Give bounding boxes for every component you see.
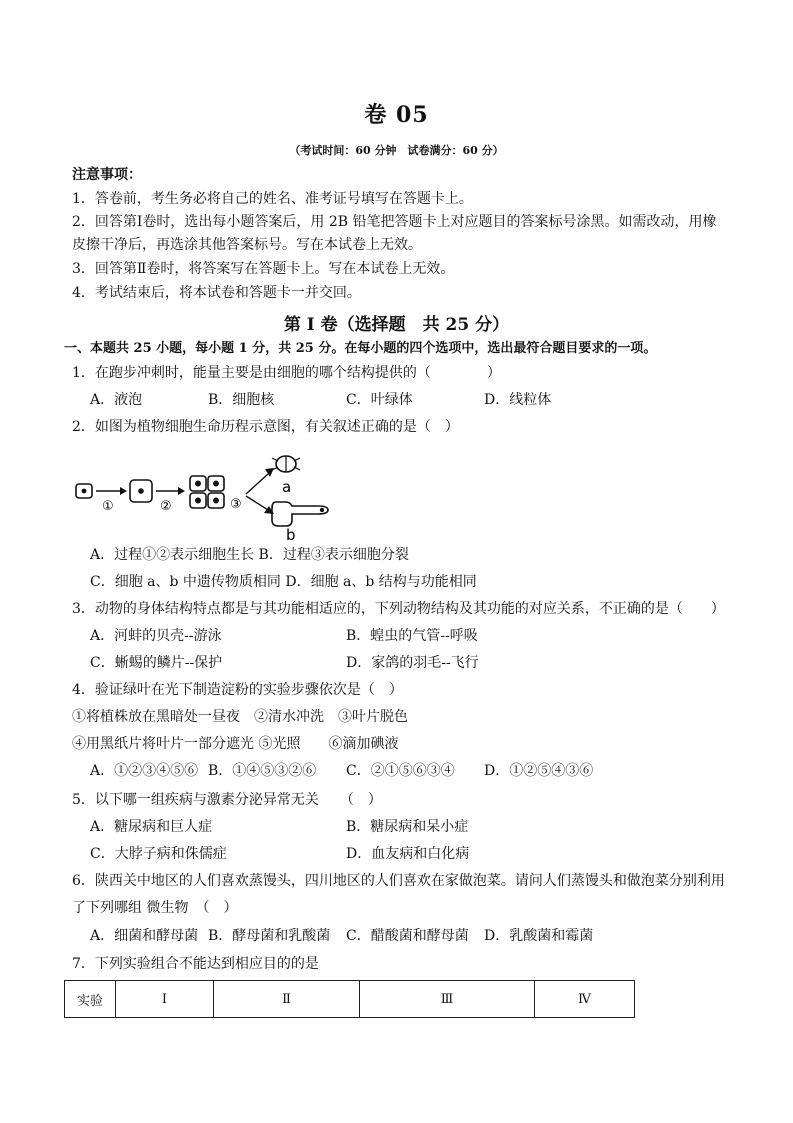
- process-label-3: ③: [230, 497, 242, 512]
- q5-stem: 5．以下哪一组疾病与激素分泌异常无关 （ ）: [72, 792, 382, 808]
- table-header-cell: Ⅱ: [214, 981, 360, 1018]
- q2-options-cd: C．细胞 a、b 中遗传物质相同 D．细胞 a、b 结构与功能相同: [90, 574, 477, 590]
- q7-stem: 7．下列实验组合不能达到相应目的的是: [72, 956, 319, 972]
- process-label-2: ②: [160, 499, 172, 514]
- q1-stem: 1．在跑步冲刺时，能量主要是由细胞的哪个结构提供的（ ）: [72, 365, 501, 381]
- q4-option-c: C．②①⑤⑥③④: [346, 763, 455, 779]
- q4-option-d: D．①②⑤④③⑥: [484, 763, 594, 779]
- q6-option-b: B．酵母菌和乳酸菌: [208, 928, 331, 944]
- exam-subtitle: （考试时间：60 分钟 试卷满分：60 分）: [289, 144, 504, 157]
- q2-stem: 2．如图为植物细胞生命历程示意图，有关叙述正确的是（ ）: [72, 419, 459, 435]
- arrow-b-line: [246, 496, 268, 510]
- q6-stem-cont: 了下列哪组 微生物 （ ）: [72, 900, 238, 916]
- q4-steps-1: ①将植株放在黑暗处一昼夜 ②清水冲洗 ③叶片脱色: [72, 709, 408, 725]
- notice-item-2-cont: 皮擦干净后，再选涂其他答案标号。写在本试卷上无效。: [72, 237, 422, 253]
- exam-title: 卷 05: [364, 102, 429, 128]
- table-header-cell: Ⅳ: [535, 981, 635, 1018]
- section-title: 第 I 卷（选择题 共 25 分）: [283, 315, 510, 335]
- arrow-a-line: [246, 474, 268, 494]
- q3-stem: 3．动物的身体结构特点都是与其功能相适应的，下列动物结构及其功能的对应关系，不正确的是（ ）: [72, 601, 725, 617]
- table-header-row: [65, 981, 635, 1018]
- q2-options-ab: A．过程①②表示细胞生长 B．过程③表示细胞分裂: [90, 547, 409, 563]
- table-header-cell: Ⅰ: [116, 981, 214, 1018]
- notice-item-2: 2．回答第Ⅰ卷时，选出每小题答案后，用 2B 铅笔把答题卡上对应题目的答案标号涂黑。如需改动，用橡: [72, 214, 717, 230]
- q6-option-d: D．乳酸菌和霉菌: [484, 928, 594, 944]
- notice-heading: 注意事项：: [72, 167, 142, 183]
- q5-option-c: C．大脖子病和侏儒症: [90, 846, 227, 862]
- section-instruction: 一、本题共 25 小题，每小题 1 分，共 25 分。在每小题的四个选项中，选出最符合题目要求的一项。: [64, 341, 657, 356]
- notice-item-3: 3．回答第Ⅱ卷时，将答案写在答题卡上。写在本试卷上无效。: [72, 261, 455, 277]
- q3-option-b: B．蝗虫的气管--呼吸: [346, 628, 478, 644]
- cell-nucleus: [82, 489, 87, 494]
- q3-option-d: D．家鸽的羽毛--飞行: [346, 655, 479, 671]
- q6-option-a: A．细菌和酵母菌: [90, 928, 199, 944]
- q4-stem: 4．验证绿叶在光下制造淀粉的实验步骤依次是（ ）: [72, 682, 403, 698]
- notice-item-1: 1．答卷前，考生务必将自己的姓名、准考证号填写在答题卡上。: [72, 191, 473, 207]
- q6-option-c: C．醋酸菌和酵母菌: [346, 928, 469, 944]
- q5-option-a: A．糖尿病和巨人症: [90, 819, 213, 835]
- arrow-1-head: [120, 487, 127, 495]
- cell-label-a: a: [282, 478, 292, 496]
- q5-option-b: B．糖尿病和呆小症: [346, 819, 469, 835]
- cell-label-b: b: [286, 526, 296, 540]
- process-label-1: ①: [102, 499, 114, 514]
- table-header-cell: 实验: [65, 981, 116, 1018]
- notice-item-4: 4．考试结束后，将本试卷和答题卡一并交回。: [72, 285, 361, 301]
- arrow-2-head: [178, 487, 185, 495]
- q1-option-d: D．线粒体: [484, 392, 552, 408]
- table-header-cell: Ⅲ: [360, 981, 535, 1018]
- q1-option-b: B．细胞核: [208, 392, 275, 408]
- q3-option-a: A．河蚌的贝壳--游泳: [90, 628, 222, 644]
- cell-life-cycle-diagram: [72, 452, 342, 540]
- q4-steps-2: ④用黑纸片将叶片一部分遮光 ⑤光照 ⑥滴加碘液: [72, 736, 399, 752]
- q1-option-a: A．液泡: [90, 392, 143, 408]
- grown-cell-nucleus: [138, 488, 144, 494]
- q3-option-c: C．蜥蜴的鳞片--保护: [90, 655, 223, 671]
- q6-stem: 6．陕西关中地区的人们喜欢蒸馒头，四川地区的人们喜欢在家做泡菜。请问人们蒸馒头和做泡菜分别利用: [72, 873, 725, 889]
- q7-experiment-table: [64, 980, 635, 1018]
- root-hair-cell-shape: [272, 502, 328, 526]
- q1-option-c: C．叶绿体: [346, 392, 413, 408]
- q4-option-b: B．①④⑤③②⑥: [208, 763, 317, 779]
- q5-option-d: D．血友病和白化病: [346, 846, 470, 862]
- q4-option-a: A．①②③④⑤⑥: [90, 763, 199, 779]
